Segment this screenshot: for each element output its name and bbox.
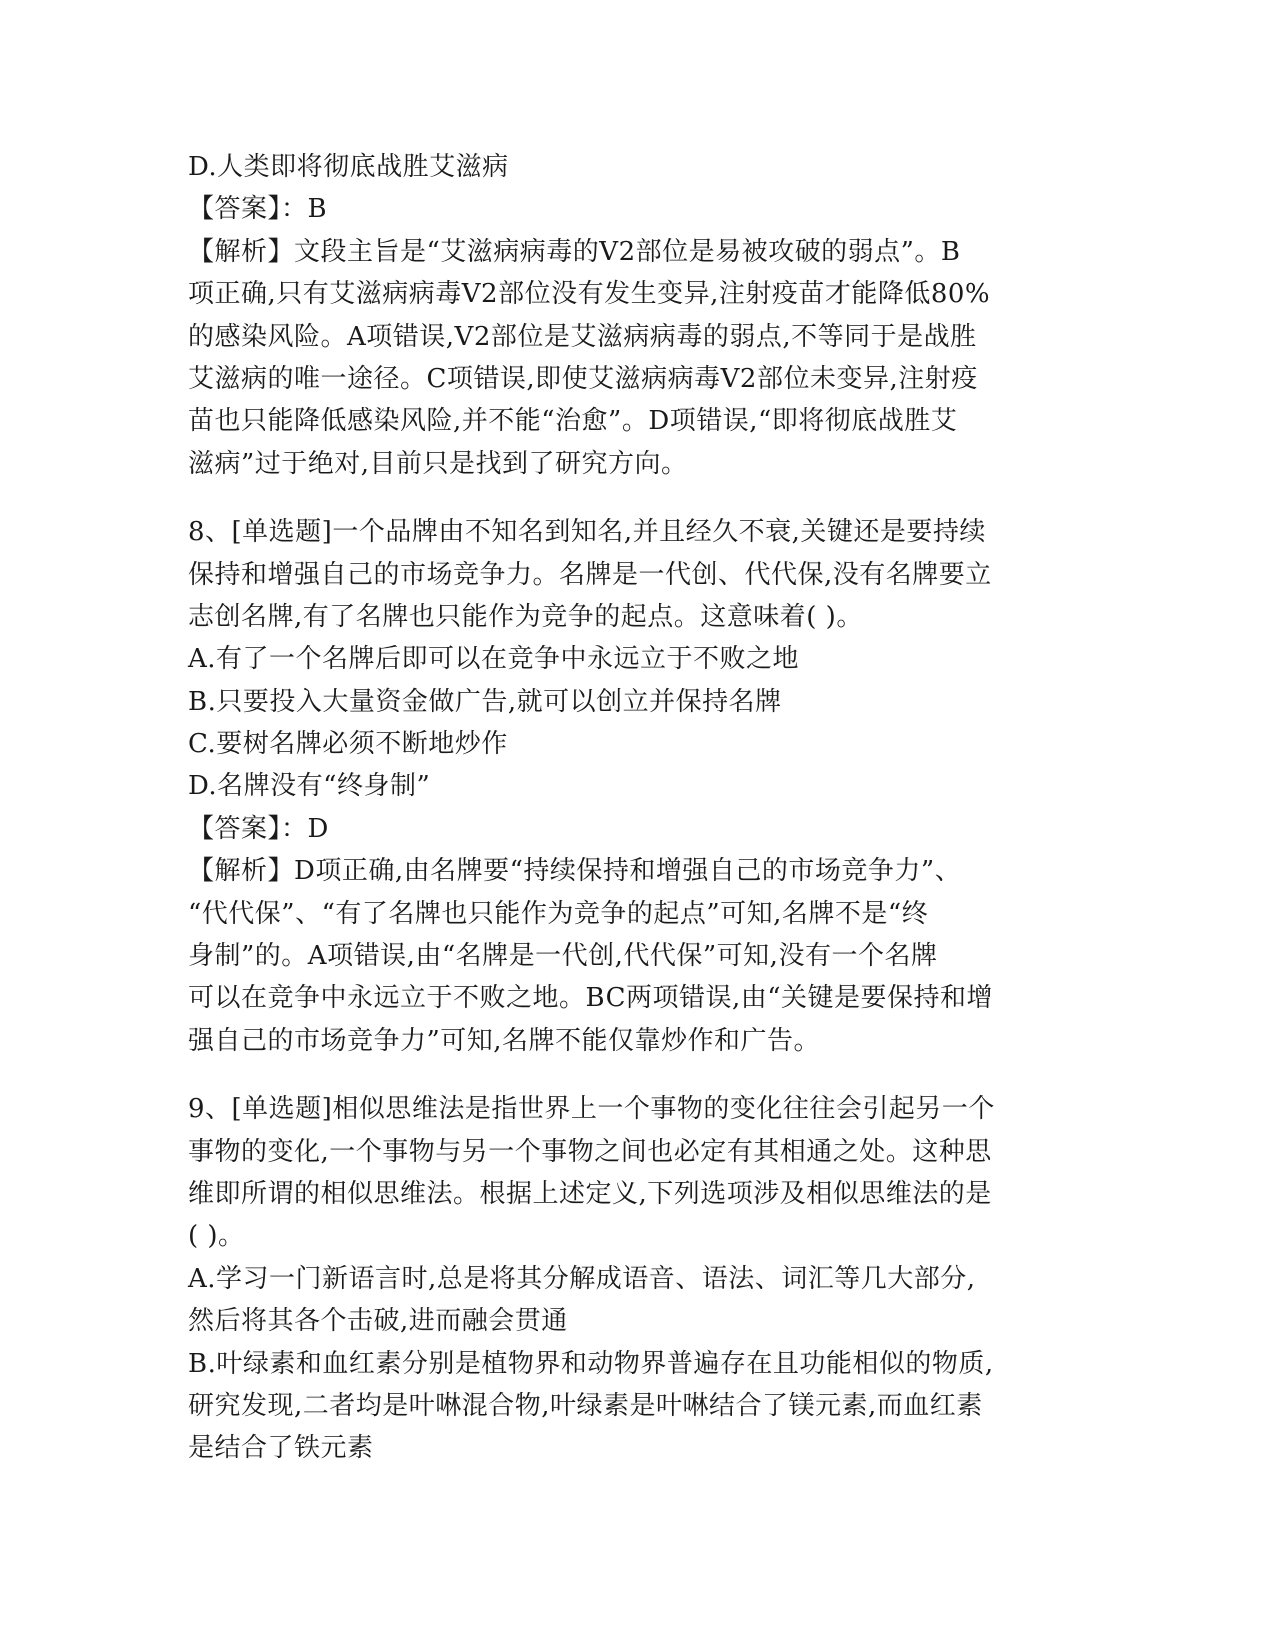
analysis-line: 艾滋病的唯一途径。C项错误,即使艾滋病病毒V2部位未变异,注射疫 <box>188 363 978 394</box>
analysis-line: 身制”的。A项错误,由“名牌是一代创,代代保”可知,没有一个名牌 <box>188 941 938 972</box>
option-b: B.叶绿素和血红素分别是植物界和动物界普遍存在且功能相似的物质, <box>188 1348 994 1379</box>
answer-line: 【答案】：B <box>188 194 328 225</box>
question-stem: ( )。 <box>188 1221 245 1252</box>
question-stem: 维即所谓的相似思维法。根据上述定义,下列选项涉及相似思维法的是 <box>188 1178 992 1209</box>
analysis-line: 滋病”过于绝对,目前只是找到了研究方向。 <box>188 448 688 479</box>
option-a: 然后将其各个击破,进而融会贯通 <box>188 1306 568 1337</box>
option-a: A.学习一门新语言时,总是将其分解成语音、语法、词汇等几大部分, <box>188 1263 976 1294</box>
block-gap <box>188 1062 1088 1088</box>
option-d: D.人类即将彻底战胜艾滋病 <box>188 152 509 182</box>
question-stem: 志创名牌,有了名牌也只能作为竞争的起点。这意味着( )。 <box>188 601 863 632</box>
analysis-line: 可以在竞争中永远立于不败之地。BC两项错误,由“关键是要保持和增 <box>188 983 994 1014</box>
analysis-line: 项正确,只有艾滋病病毒V2部位没有发生变异,注射疫苗才能降低80% <box>188 279 991 310</box>
option-b: B.只要投入大量资金做广告,就可以创立并保持名牌 <box>188 686 782 717</box>
option-d: D.名牌没有“终身制” <box>188 771 431 802</box>
question-stem: 事物的变化,一个事物与另一个事物之间也必定有其相通之处。这种思 <box>188 1136 992 1167</box>
question-stem: 8、[单选题]一个品牌由不知名到知名,并且经久不衰,关键还是要持续 <box>188 517 986 548</box>
option-a: A.有了一个名牌后即可以在竞争中永远立于不败之地 <box>188 644 800 675</box>
analysis-line: 【解析】D项正确,由名牌要“持续保持和增强自己的市场竞争力”、 <box>188 856 962 887</box>
block-gap <box>188 485 1088 511</box>
document-content <box>188 146 1088 1470</box>
question-8 <box>188 511 1088 1062</box>
analysis-line: 强自己的市场竞争力”可知,名牌不能仅靠炒作和广告。 <box>188 1025 821 1056</box>
answer-line: 【答案】：D <box>188 813 329 844</box>
option-b: 研究发现,二者均是叶啉混合物,叶绿素是叶啉结合了镁元素,而血红素 <box>188 1390 983 1421</box>
question-stem: 9、[单选题]相似思维法是指世界上一个事物的变化往往会引起另一个 <box>188 1094 995 1125</box>
question-9 <box>188 1088 1088 1470</box>
question-stem: 保持和增强自己的市场竞争力。名牌是一代创、代代保,没有名牌要立 <box>188 559 992 590</box>
analysis-line: 的感染风险。A项错误,V2部位是艾滋病病毒的弱点,不等同于是战胜 <box>188 321 977 352</box>
question-7-tail <box>188 146 1088 485</box>
option-b: 是结合了铁元素 <box>188 1433 374 1464</box>
option-c: C.要树名牌必须不断地炒作 <box>188 729 508 760</box>
analysis-line: 苗也只能降低感染风险,并不能“治愈”。D项错误,“即将彻底战胜艾 <box>188 406 958 437</box>
analysis-line: 【解析】文段主旨是“艾滋病病毒的V2部位是易被攻破的弱点”。B <box>188 236 961 267</box>
analysis-line: “代代保”、“有了名牌也只能作为竞争的起点”可知,名牌不是“终 <box>188 898 929 929</box>
